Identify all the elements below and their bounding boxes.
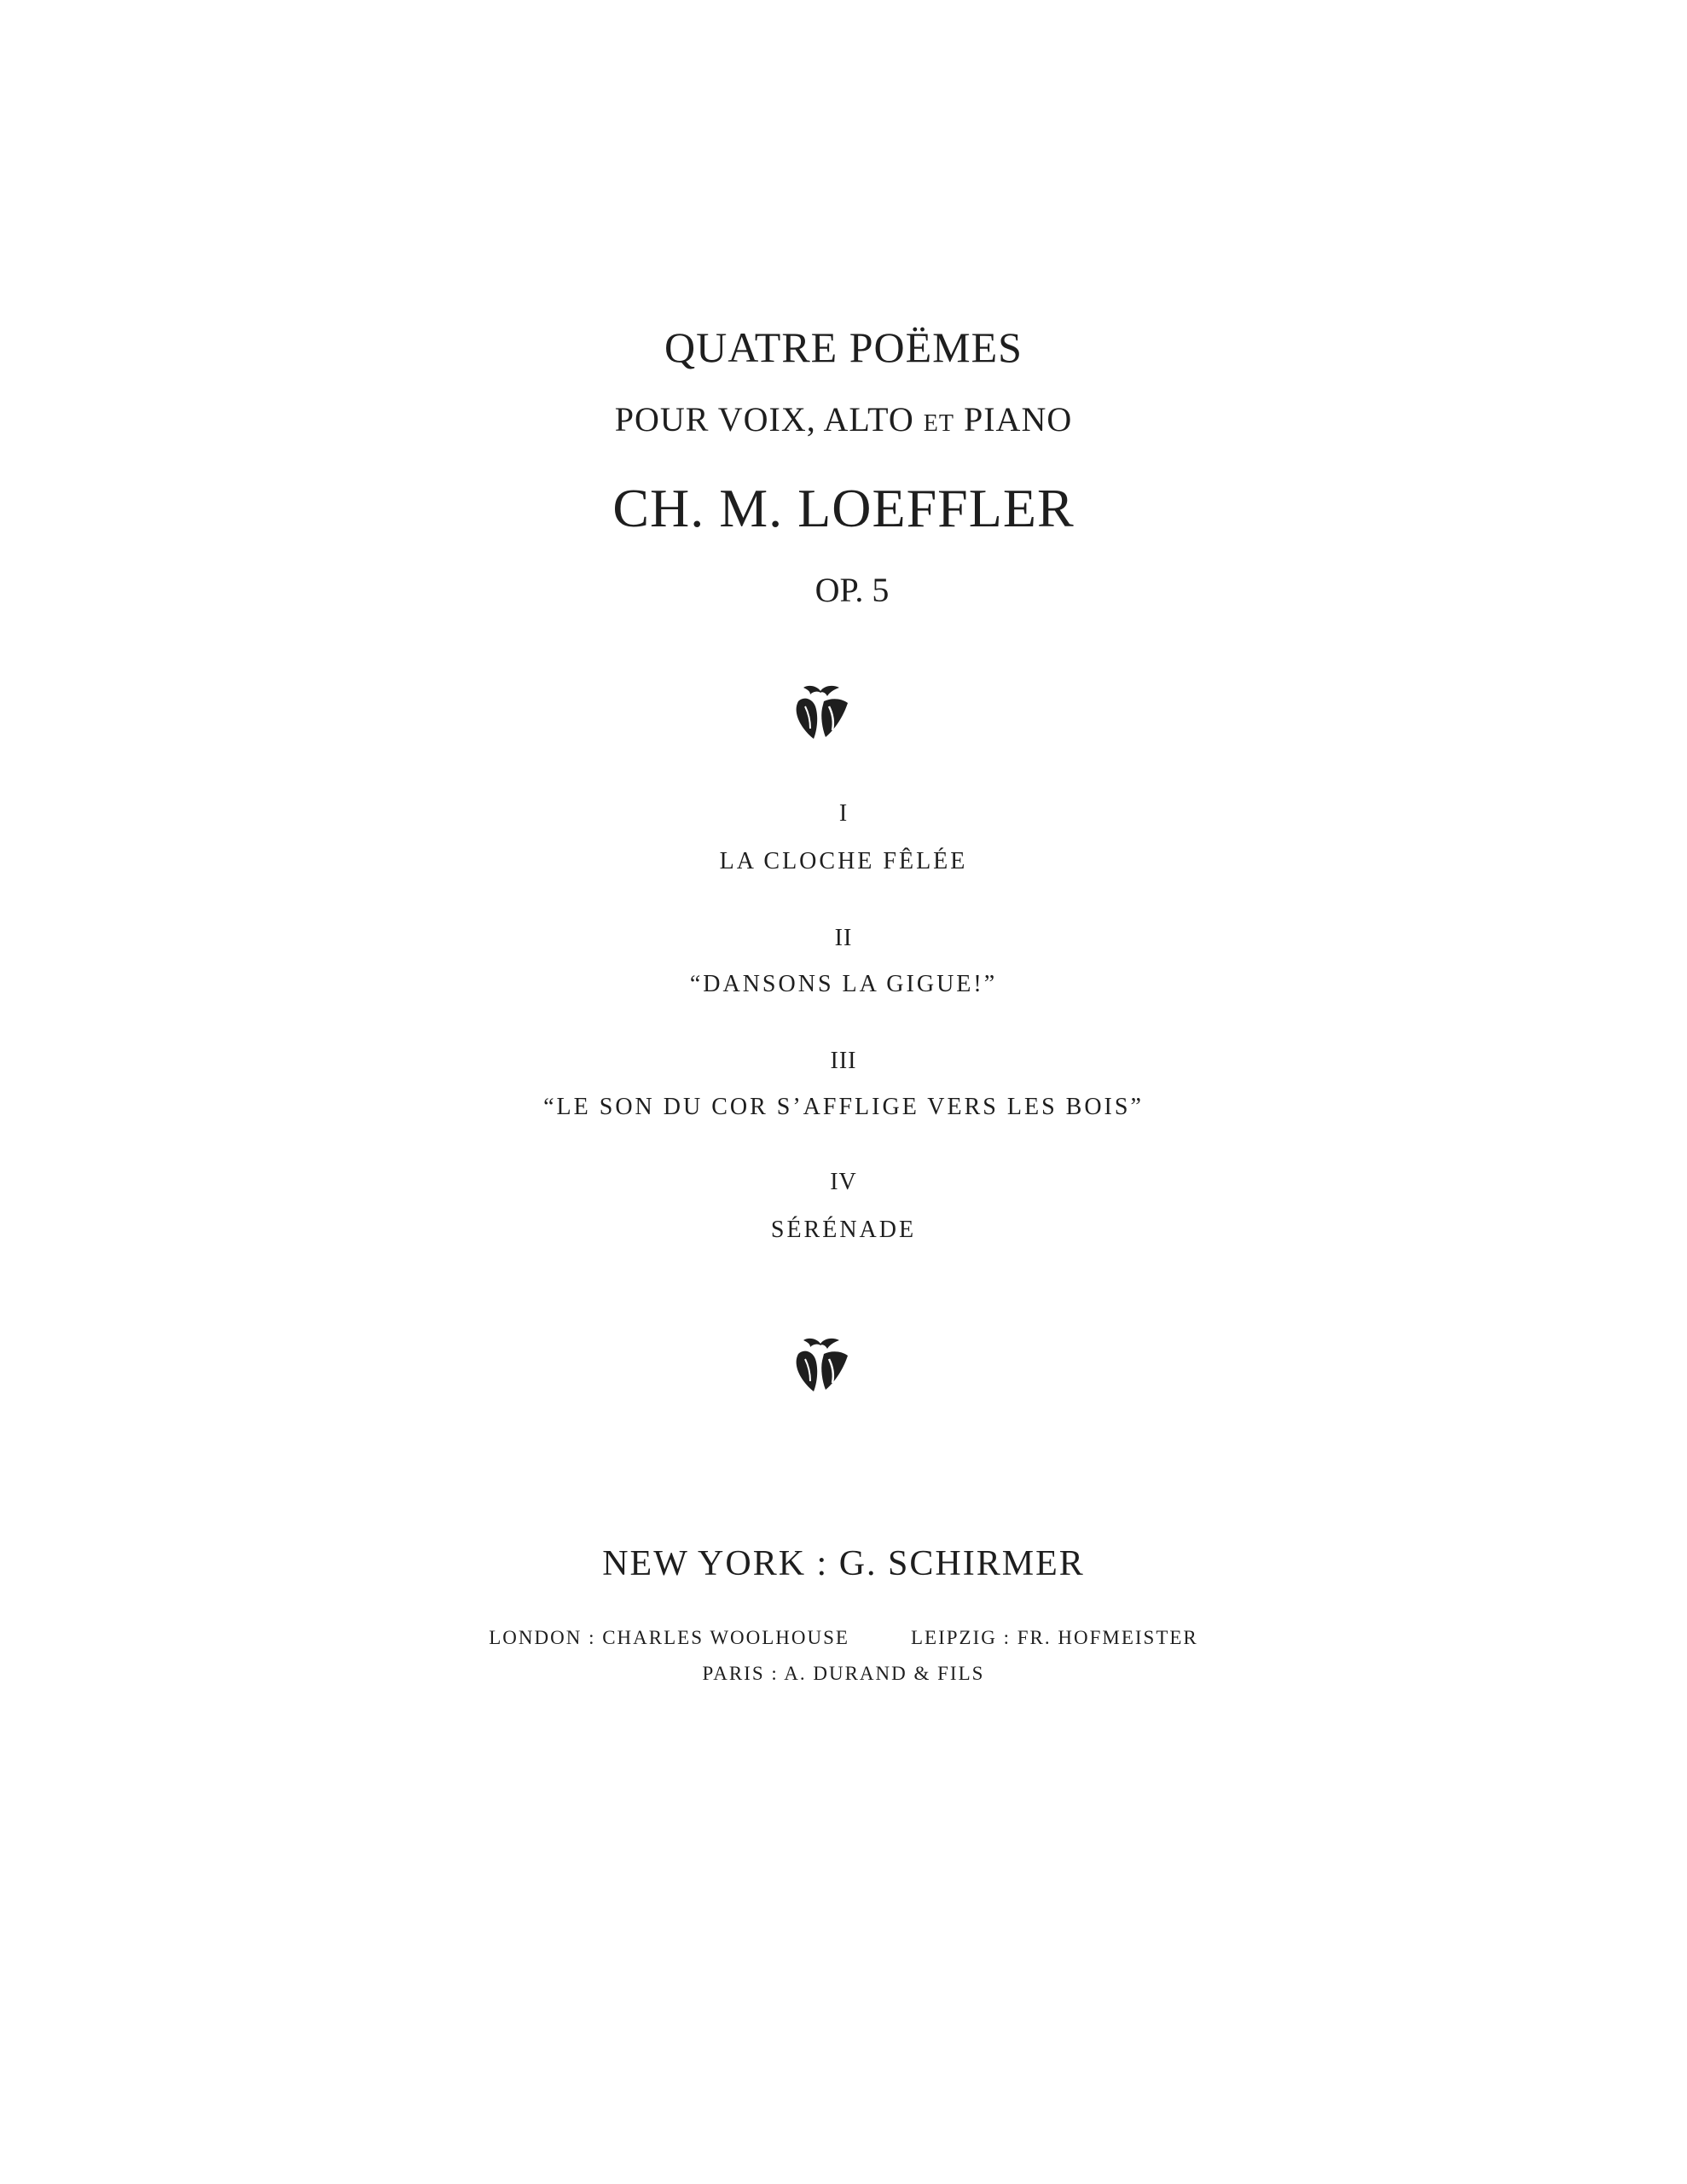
song-numeral-2: II bbox=[834, 925, 853, 951]
song-title-3: “LE SON DU COR S’AFFLIGE VERS LES BOIS” bbox=[543, 1094, 1144, 1120]
agent-paris: PARIS : A. DURAND & FILS bbox=[702, 1663, 985, 1684]
work-title: QUATRE POËMES bbox=[664, 323, 1023, 371]
subtitle-part-1: POUR VOIX, ALTO bbox=[614, 400, 914, 439]
composer-name: CH. M. LOEFFLER bbox=[612, 478, 1075, 538]
song-title-4: SÉRÉNADE bbox=[770, 1217, 917, 1243]
song-title-1: LA CLOCHE FÊLÉE bbox=[719, 848, 968, 874]
agent-leipzig: LEIPZIG : FR. HOFMEISTER bbox=[910, 1627, 1198, 1648]
song-numeral-4: IV bbox=[830, 1169, 857, 1195]
subtitle-conjunction: ET bbox=[923, 410, 954, 437]
agent-london: LONDON : CHARLES WOOLHOUSE bbox=[489, 1627, 849, 1648]
ivy-leaf-fleuron-icon bbox=[791, 682, 853, 744]
ivy-leaf-fleuron-icon bbox=[791, 1335, 853, 1397]
opus-number: OP. 5 bbox=[815, 571, 890, 609]
song-numeral-1: I bbox=[838, 800, 849, 827]
instrumentation-subtitle bbox=[0, 400, 1687, 439]
song-title-2: “DANSONS LA GIGUE!” bbox=[689, 971, 998, 997]
song-numeral-3: III bbox=[830, 1048, 857, 1074]
agents-line bbox=[0, 1628, 1687, 1647]
publisher-imprint: NEW YORK : G. SCHIRMER bbox=[602, 1544, 1085, 1583]
subtitle-part-2: PIANO bbox=[963, 400, 1073, 439]
